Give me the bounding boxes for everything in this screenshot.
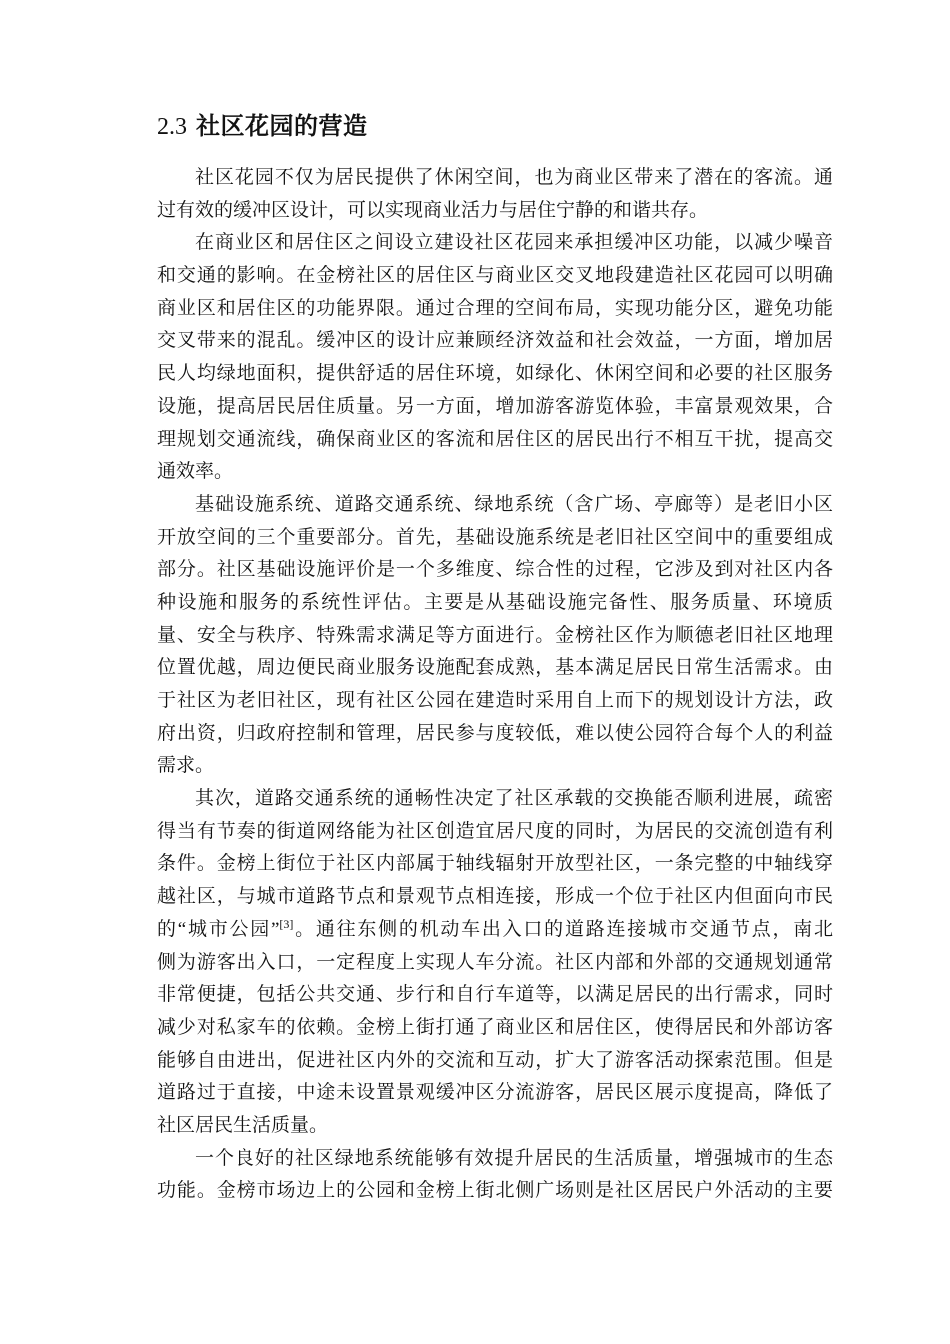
text-run: 的“城市公园” — [157, 918, 280, 940]
text-run: 一个良好的社区绿地系统能够有效提升居民的生活质量，增强城市的生态 — [195, 1147, 833, 1169]
text-run: 社区花园不仅为居民提供了休闲空间，也为商业区带来了潜在的客流。通 — [195, 167, 833, 188]
text-line — [157, 1143, 833, 1176]
text-line — [157, 1077, 833, 1110]
text-run: 位置优越，周边便民商业服务设施配套成熟，基本满足居民日常生活需求。由 — [157, 657, 833, 679]
text-line — [157, 554, 833, 587]
text-run: 理规划交通流线，确保商业区的客流和居住区的居民出行不相互干扰，提高交 — [157, 428, 833, 450]
section-number: 2.3 — [157, 114, 187, 140]
text-line — [157, 783, 833, 816]
section-heading — [157, 112, 833, 142]
text-line — [157, 750, 833, 783]
text-run: 过有效的缓冲区设计，可以实现商业活力与居住宁静的和谐共存。 — [157, 199, 709, 221]
text-line — [157, 685, 833, 718]
text-line — [157, 358, 833, 391]
text-line — [157, 227, 833, 260]
text-run: 和交通的影响。在金榜社区的居住区与商业区交叉地段建造社区花园可以明确 — [157, 265, 833, 287]
text-run: 设施，提高居民居住质量。另一方面，增加游客游览体验，丰富景观效果，合 — [157, 395, 833, 417]
text-line — [157, 260, 833, 293]
text-run: 非常便捷，包括公共交通、步行和自行车道等，以满足居民的出行需求，同时 — [157, 984, 833, 1006]
text-line — [157, 1110, 833, 1143]
text-line — [157, 848, 833, 881]
paragraph — [157, 489, 833, 783]
text-line — [157, 881, 833, 914]
text-line — [157, 456, 833, 489]
text-line — [157, 587, 833, 620]
text-run: 开放空间的三个重要部分。首先，基础设施系统是老旧社区空间中的重要组成 — [157, 526, 833, 548]
text-run: 。通往东侧的机动车出入口的道路连接城市交通节点，南北 — [293, 918, 833, 940]
text-run: 通效率。 — [157, 461, 234, 483]
paragraph — [157, 162, 833, 227]
text-line — [157, 979, 833, 1012]
text-line — [157, 1012, 833, 1045]
text-line — [157, 620, 833, 653]
text-line — [157, 718, 833, 751]
text-run: 于社区为老旧社区，现有社区公园在建造时采用自上而下的规划设计方法，政 — [157, 690, 833, 711]
text-run: 侧为游客出入口，一定程度上实现人车分流。社区内部和外部的交通规划通常 — [157, 951, 833, 973]
text-line — [157, 162, 833, 195]
text-line — [157, 522, 833, 555]
text-line — [157, 652, 833, 685]
text-run: 减少对私家车的依赖。金榜上街打通了商业区和居住区，使得居民和外部访客 — [157, 1016, 833, 1038]
text-line — [157, 947, 833, 980]
text-run: 需求。 — [157, 755, 215, 777]
text-run: 交叉带来的混乱。缓冲区的设计应兼顾经济效益和社会效益，一方面，增加居 — [157, 330, 833, 352]
text-run: 部分。社区基础设施评价是一个多维度、综合性的过程，它涉及到对社区内各 — [157, 559, 833, 581]
text-line — [157, 424, 833, 457]
text-run: 量、安全与秩序、特殊需求满足等方面进行。金榜社区作为顺德老旧社区地理 — [157, 624, 833, 646]
text-line — [157, 293, 833, 326]
text-run: 民人均绿地面积，提供舒适的居住环境，如绿化、休闲空间和必要的社区服务 — [157, 363, 833, 385]
text-run: 商业区和居住区的功能界限。通过合理的空间布局，实现功能分区，避免功能 — [157, 297, 833, 319]
text-line — [157, 325, 833, 358]
text-run: 条件。金榜上街位于社区内部属于轴线辐射开放型社区，一条完整的中轴线穿 — [157, 853, 833, 875]
paragraph — [157, 227, 833, 489]
paragraph — [157, 783, 833, 1143]
text-run: 功能。金榜市场边上的公园和金榜上街北侧广场则是社区居民户外活动的主要 — [157, 1180, 833, 1202]
text-line — [157, 391, 833, 424]
text-line — [157, 195, 833, 228]
text-run: 府出资，归政府控制和管理，居民参与度较低，难以使公园符合每个人的利益 — [157, 722, 833, 744]
text-line — [157, 1175, 833, 1208]
text-line — [157, 816, 833, 849]
text-run: 能够自由进出，促进社区内外的交流和互动，扩大了游客活动探索范围。但是 — [157, 1049, 833, 1071]
citation-superscript: [3] — [279, 916, 294, 931]
text-run: 道路过于直接，中途未设置景观缓冲区分流游客，居民区展示度提高，降低了 — [157, 1082, 833, 1104]
text-run: 种设施和服务的系统性评估。主要是从基础设施完备性、服务质量、环境质 — [157, 591, 833, 613]
document-body — [157, 162, 833, 1208]
text-run: 基础设施系统、道路交通系统、绿地系统（含广场、亭廊等）是老旧小区 — [195, 493, 833, 515]
text-run: 得当有节奏的街道网络能为社区创造宜居尺度的同时，为居民的交流创造有利 — [157, 820, 833, 842]
text-run: 越社区，与城市道路节点和景观节点相连接，形成一个位于社区内但面向市民 — [157, 886, 833, 908]
paragraph — [157, 1143, 833, 1208]
text-line — [157, 914, 833, 947]
section-title: 社区花园的营造 — [196, 113, 368, 140]
text-line — [157, 489, 833, 522]
text-run: 在商业区和居住区之间设立建设社区花园来承担缓冲区功能，以减少噪音 — [195, 232, 833, 254]
text-line — [157, 1045, 833, 1078]
text-run: 社区居民生活质量。 — [157, 1114, 329, 1136]
text-run: 其次，道路交通系统的通畅性决定了社区承载的交换能否顺利进展，疏密 — [195, 788, 833, 810]
